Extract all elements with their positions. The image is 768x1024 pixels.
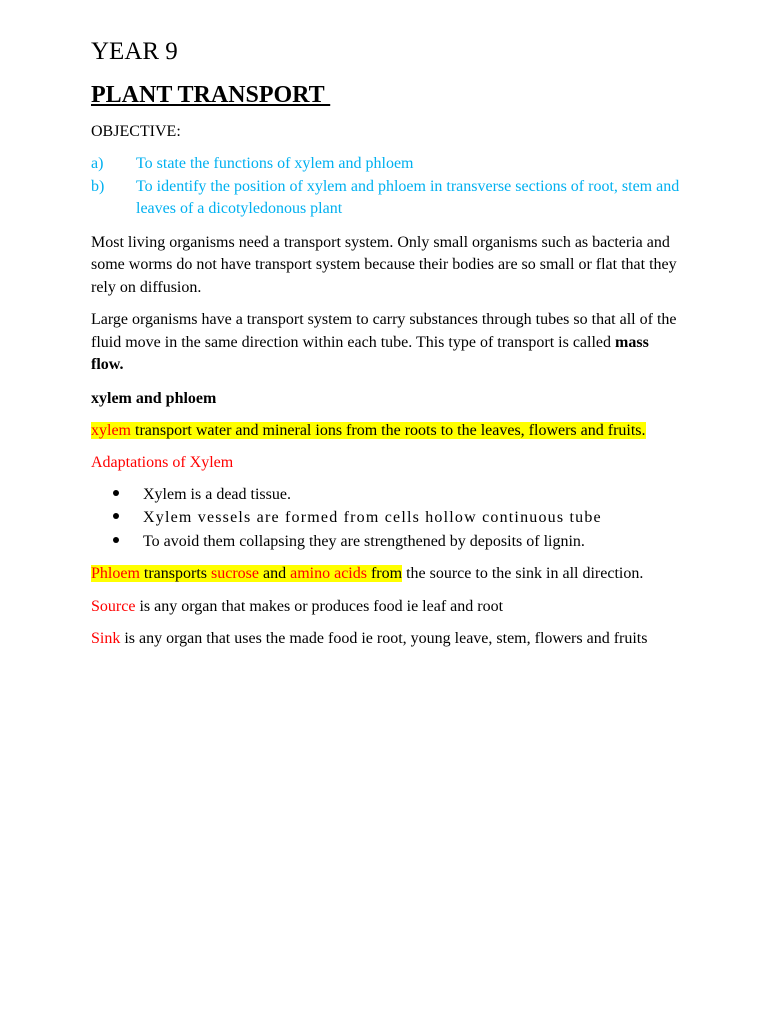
adaptation-text: To avoid them collapsing they are strengthened by deposits of lignin.	[143, 532, 585, 550]
bullet-icon	[91, 483, 143, 507]
page-title: PLANT TRANSPORT	[91, 82, 331, 108]
sucrose-term: sucrose	[211, 565, 259, 582]
adaptations-list	[91, 483, 681, 554]
adaptations-heading: Adaptations of Xylem	[91, 454, 234, 471]
amino-acids-term: amino acids	[290, 565, 367, 582]
phloem-description: the source to the sink in all direction.	[402, 565, 644, 582]
mass-flow-text: Large organisms have a transport system to carry substances through tubes so that all of the fluid move in the same direction within each tube. This type of transport is called	[91, 311, 677, 351]
xylem-description: transport water and mineral ions from the roots to the leaves, flowers and fruits.	[131, 421, 646, 439]
intro-paragraph: Most living organisms need a transport system. Only small organisms such as bacteria and some worms do not have transport system because their bodies are so small or flat that they rely on diffusion.	[91, 233, 677, 296]
year-label: YEAR 9	[91, 38, 178, 65]
xylem-term: xylem	[91, 421, 131, 439]
mass-flow-paragraph	[91, 309, 681, 377]
source-description: is any organ that makes or produces food ie leaf and root	[135, 597, 504, 615]
objective-text: To state the functions of xylem and phloem	[136, 155, 414, 172]
and-word: and	[258, 565, 291, 582]
adaptation-text: Xylem is a dead tissue.	[143, 485, 291, 503]
objective-list	[91, 153, 681, 221]
phloem-highlight	[91, 565, 402, 582]
objective-marker: a)	[91, 155, 104, 172]
document-content	[91, 36, 681, 651]
bullet-icon	[91, 530, 143, 554]
objective-text: To identify the position of xylem and phloem in transverse sections of root, stem and leaves of a dicotyledonous plant	[136, 177, 680, 217]
adaptation-text: Xylem vessels are formed from cells hollow continuous tube	[143, 509, 602, 526]
objective-label: OBJECTIVE:	[91, 123, 181, 140]
source-paragraph	[91, 596, 681, 619]
phloem-term: Phloem	[91, 565, 140, 582]
objective-marker: b)	[91, 177, 105, 195]
phloem-paragraph	[91, 563, 681, 586]
objective-item	[91, 153, 681, 176]
sink-term: Sink	[91, 630, 121, 647]
bullet-icon	[91, 506, 143, 530]
from-word: from	[366, 565, 403, 582]
list-item	[91, 530, 681, 554]
sink-description: is any organ that uses the made food ie root, young leave, stem, flowers and fruits	[120, 630, 648, 647]
xylem-highlight	[91, 422, 646, 439]
list-item	[91, 483, 681, 507]
mass-flow-term: mass flow.	[91, 333, 649, 373]
source-term: Source	[91, 597, 136, 615]
list-item	[91, 506, 681, 530]
objective-item	[91, 176, 681, 221]
phloem-transports: transports	[139, 565, 211, 582]
xylem-phloem-heading: xylem and phloem	[91, 389, 217, 407]
sink-paragraph	[91, 628, 681, 651]
xylem-paragraph	[91, 420, 681, 443]
